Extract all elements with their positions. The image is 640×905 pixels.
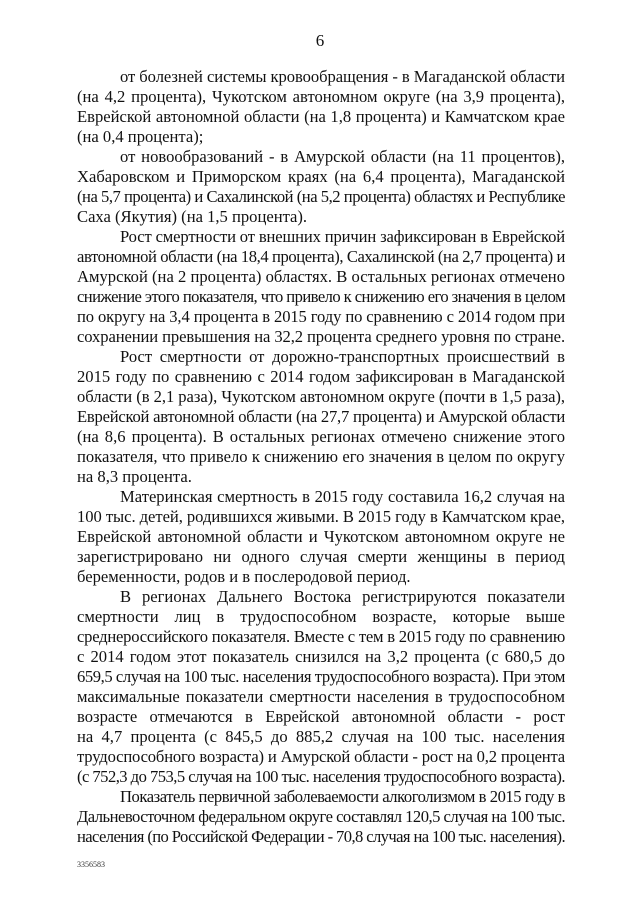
text-line: (на 8,6 процента). В остальных регионах отмечено снижение этого xyxy=(77,427,565,446)
text-line: сохранении превышения на 32,2 процента среднего уровня по стране. xyxy=(77,327,565,346)
text-line: Материнская смертность в 2015 году составила 16,2 случая на xyxy=(120,487,565,506)
text-line: максимальные показатели смертности населения в трудоспособном xyxy=(77,687,565,706)
text-line: на 8,3 процента. xyxy=(77,467,192,486)
text-line: Дальневосточном федеральном округе составлял 120,5 случая на 100 тыс. xyxy=(77,807,565,826)
text-line: 100 тыс. детей, родившихся живыми. В 2015 году в Камчатском крае, xyxy=(77,507,565,526)
text-line: возрасте отмечаются в Еврейской автономной области - рост xyxy=(77,707,565,726)
text-line: (на 0,4 процента); xyxy=(77,127,204,146)
text-line: среднероссийского показателя. Вместе с тем в 2015 году по сравнению xyxy=(77,627,565,646)
text-line: Показатель первичной заболеваемости алкоголизмом в 2015 году в xyxy=(120,787,565,806)
text-line: трудоспособного возраста) и Амурской области - рост на 0,2 процента xyxy=(77,747,565,766)
text-line: (на 4,2 процента), Чукотском автономном округе (на 3,9 процента), xyxy=(77,87,565,106)
text-line: Саха (Якутия) (на 1,5 процента). xyxy=(77,207,308,226)
text-line: (на 5,7 процента) и Сахалинской (на 5,2 процента) областях и Республике xyxy=(77,187,565,206)
text-line: показателя, что привело к снижению его значения в целом по округу xyxy=(77,447,565,466)
text-line: В регионах Дальнего Востока регистрируются показатели xyxy=(120,587,565,606)
text-line: области (в 2,1 раза), Чукотском автономном округе (почти в 1,5 раза), xyxy=(77,387,565,406)
text-line: Хабаровском и Приморском краях (на 6,4 процента), Магаданской xyxy=(77,167,565,186)
text-line: на 4,7 процента (с 845,5 до 885,2 случая на 100 тыс. населения xyxy=(77,727,565,746)
text-line: зарегистрировано ни одного случая смерти женщины в период xyxy=(77,547,565,566)
text-line: Амурской (на 2 процента) областях. В остальных регионах отмечено xyxy=(77,267,565,286)
text-line: Еврейской автономной области и Чукотском автономном округе не xyxy=(77,527,565,546)
text-line: от новообразований - в Амурской области (на 11 процентов), xyxy=(120,147,565,166)
text-line: населения (по Российской Федерации - 70,8 случая на 100 тыс. населения). xyxy=(77,827,565,846)
text-line: Еврейской автономной области (на 1,8 процента) и Камчатском крае xyxy=(77,107,565,126)
text-line: Еврейской автономной области (на 27,7 процента) и Амурской области xyxy=(77,407,565,426)
text-line: от болезней системы кровообращения - в Магаданской области xyxy=(120,67,565,86)
text-line: Рост смертности от внешних причин зафиксирован в Еврейской xyxy=(120,227,565,246)
text-line: 2015 году по сравнению с 2014 годом зафиксирован в Магаданской xyxy=(77,367,565,386)
text-line: автономной области (на 18,4 процента), Сахалинской (на 2,7 процента) и xyxy=(77,247,565,266)
text-line: Рост смертности от дорожно-транспортных происшествий в xyxy=(120,347,565,366)
document-code: 3356583 xyxy=(77,860,105,869)
text-line: снижение этого показателя, что привело к снижению его значения в целом xyxy=(77,287,565,306)
text-line: беременности, родов и в послеродовой период. xyxy=(77,567,411,586)
text-line: с 2014 годом этот показатель снизился на 3,2 процента (с 680,5 до xyxy=(77,647,565,666)
text-line: по округу на 3,4 процента в 2015 году по сравнению с 2014 годом при xyxy=(77,307,565,326)
page-number: 6 xyxy=(315,31,325,50)
text-line: смертности лиц в трудоспособном возрасте, которые выше xyxy=(77,607,565,626)
text-line: (с 752,3 до 753,5 случая на 100 тыс. населения трудоспособного возраста). xyxy=(77,767,565,786)
text-line: 659,5 случая на 100 тыс. населения трудоспособного возраста). При этом xyxy=(77,667,565,686)
